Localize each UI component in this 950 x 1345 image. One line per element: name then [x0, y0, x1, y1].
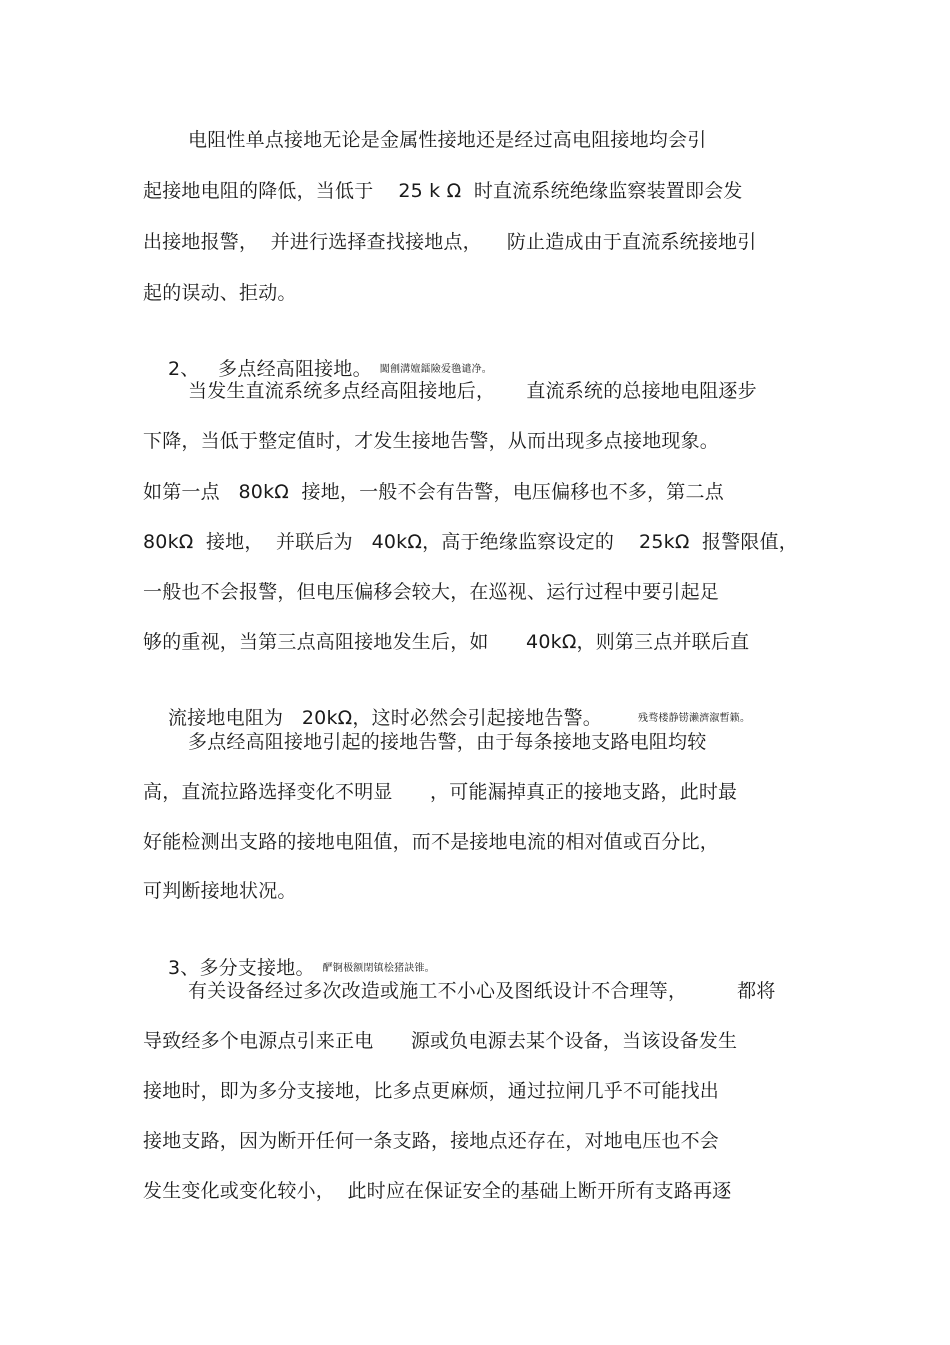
paragraph-line: 够的重视，当第三点高阻接地发生后，如 40kΩ，则第三点并联后直 [143, 631, 750, 653]
annotation-note: 残骛楼静铹濑濟溆暫籁。 [638, 713, 751, 724]
paragraph-line: 一般也不会报警，但电压偏移会较大，在巡视、运行过程中要引起足 [143, 581, 720, 603]
paragraph-line: 发生变化或变化较小， 此时应在保证安全的基础上断开所有支路再逐 [143, 1180, 732, 1202]
paragraph-line: 80kΩ 接地， 并联后为 40kΩ，高于绝缘监察设定的 25kΩ 报警限值， [143, 531, 799, 553]
paragraph-line: 多点经高阻接地引起的接地告警，由于每条接地支路电阻均较 [188, 731, 707, 753]
heading-text: 2、 多点经高阻接地。 [167, 358, 372, 380]
paragraph-line: 接地时，即为多分支接地，比多点更麻烦，通过拉闸几乎不可能找出 [143, 1080, 720, 1102]
paragraph-line: 出接地报警， 并进行选择查找接地点， 防止造成由于直流系统接地引 [143, 231, 757, 253]
paragraph-line: 高，直流拉路选择变化不明显 ，可能漏掉真正的接地支路，此时最 [143, 781, 738, 803]
paragraph-line: 有关设备经过多次改造或施工不小心及图纸设计不合理等， 都将 [188, 980, 776, 1002]
paragraph-line: 电阻性单点接地无论是金属性接地还是经过高电阻接地均会引 [188, 129, 707, 151]
paragraph-line: 好能检测出支路的接地电阻值，而不是接地电流的相对值或百分比， [143, 831, 720, 853]
paragraph-line: 如第一点 80kΩ 接地，一般不会有告警，电压偏移也不多，第二点 [143, 481, 724, 503]
paragraph-line: 可判断接地状况。 [143, 880, 297, 902]
paragraph-text: 流接地电阻为 20kΩ，这时必然会引起接地告警。 [167, 707, 602, 729]
paragraph-line: 下降，当低于整定值时，才发生接地告警，从而出现多点接地现象。 [143, 430, 720, 452]
paragraph-line: 导致经多个电源点引来正电 源或负电源去某个设备，当该设备发生 [143, 1030, 738, 1052]
annotation-note: 酽锕极额閉镇桧猪訣锥。 [322, 963, 435, 974]
paragraph-line: 接地支路，因为断开任何一条支路，接地点还存在，对地电压也不会 [143, 1130, 720, 1152]
paragraph-line: 当发生直流系统多点经高阻接地后， 直流系统的总接地电阻逐步 [188, 380, 757, 402]
heading-text: 3、多分支接地。 [167, 957, 315, 979]
paragraph-line: 起的误动、拒动。 [143, 282, 297, 304]
annotation-note: 闖劊溝嬗鐳險爱氇谴净。 [379, 364, 492, 375]
paragraph-line: 起接地电阻的降低，当低于 25 k Ω 时直流系统绝缘监察装置即会发 [143, 180, 743, 202]
